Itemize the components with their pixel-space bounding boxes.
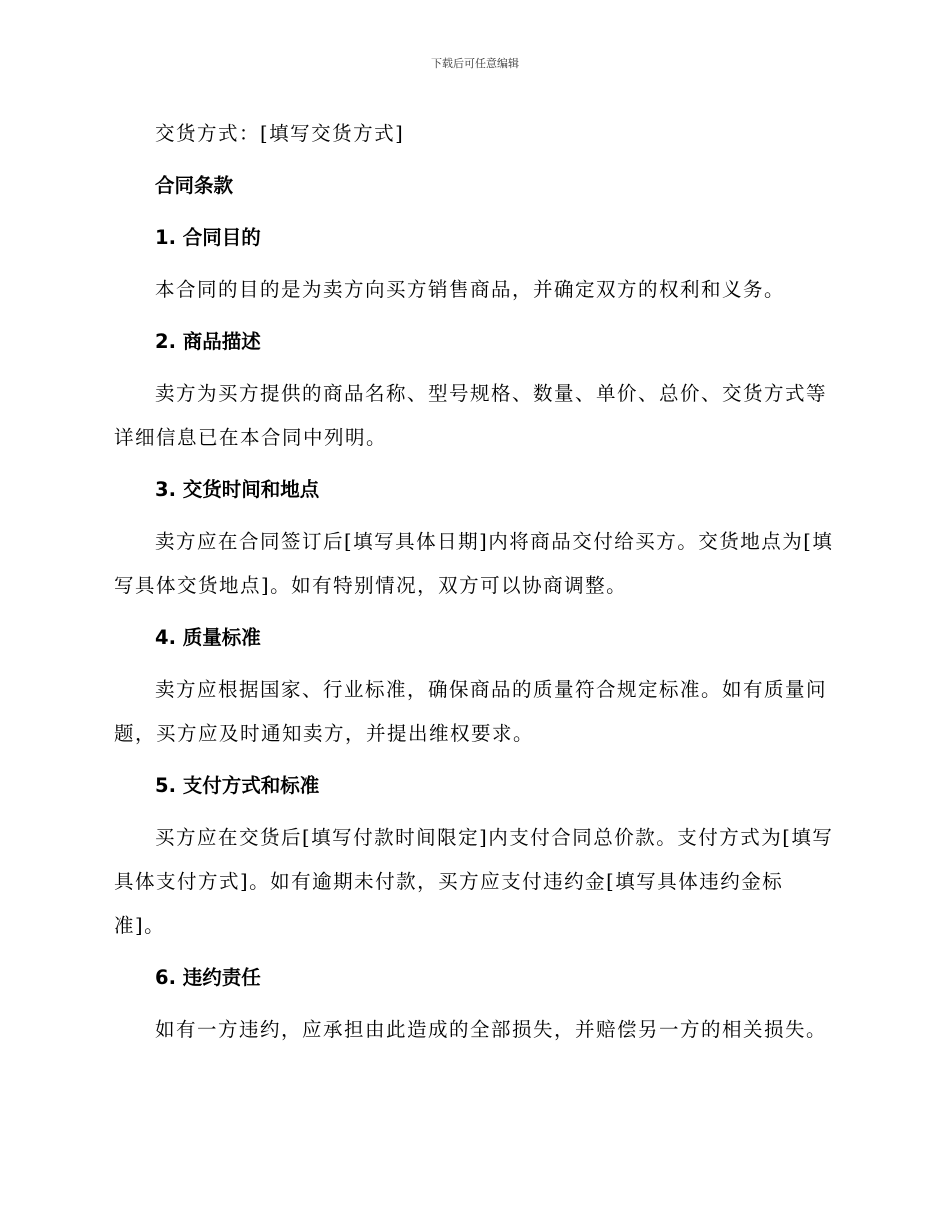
clause-body: 卖方为买方提供的商品名称、型号规格、数量、单价、总价、交货方式等详细信息已在本合同中列明。 [114, 382, 828, 449]
clause-body: 卖方应在合同签订后[填写具体日期]内将商品交付给买方。交货地点为[填写具体交货地点]。如有特别情况，双方可以协商调整。 [114, 530, 834, 597]
delivery-method-line: 交货方式：[填写交货方式] [155, 122, 405, 145]
clause-heading: 2. 商品描述 [155, 330, 261, 353]
clause-heading: 6. 违约责任 [155, 966, 261, 989]
section-title: 合同条款 [155, 174, 234, 197]
document-body [114, 112, 834, 1052]
clause-heading: 3. 交货时间和地点 [155, 478, 320, 501]
clause-body: 买方应在交货后[填写付款时间限定]内支付合同总价款。支付方式为[填写具体支付方式]。如有逾期未付款，买方应支付违约金[填写具体违约金标准]。 [114, 826, 834, 937]
clause-body: 本合同的目的是为卖方向买方销售商品，并确定双方的权利和义务。 [155, 278, 786, 301]
clause-heading: 1. 合同目的 [155, 226, 261, 249]
clause-body: 如有一方违约，应承担由此造成的全部损失，并赔偿另一方的相关损失。 [155, 1018, 828, 1041]
clause-heading: 4. 质量标准 [155, 626, 261, 649]
page-header-note: 下载后可任意编辑 [431, 57, 519, 70]
clause-body: 卖方应根据国家、行业标准，确保商品的质量符合规定标准。如有质量问题，买方应及时通知卖方，并提出维权要求。 [114, 678, 828, 745]
clause-heading: 5. 支付方式和标准 [155, 774, 320, 797]
